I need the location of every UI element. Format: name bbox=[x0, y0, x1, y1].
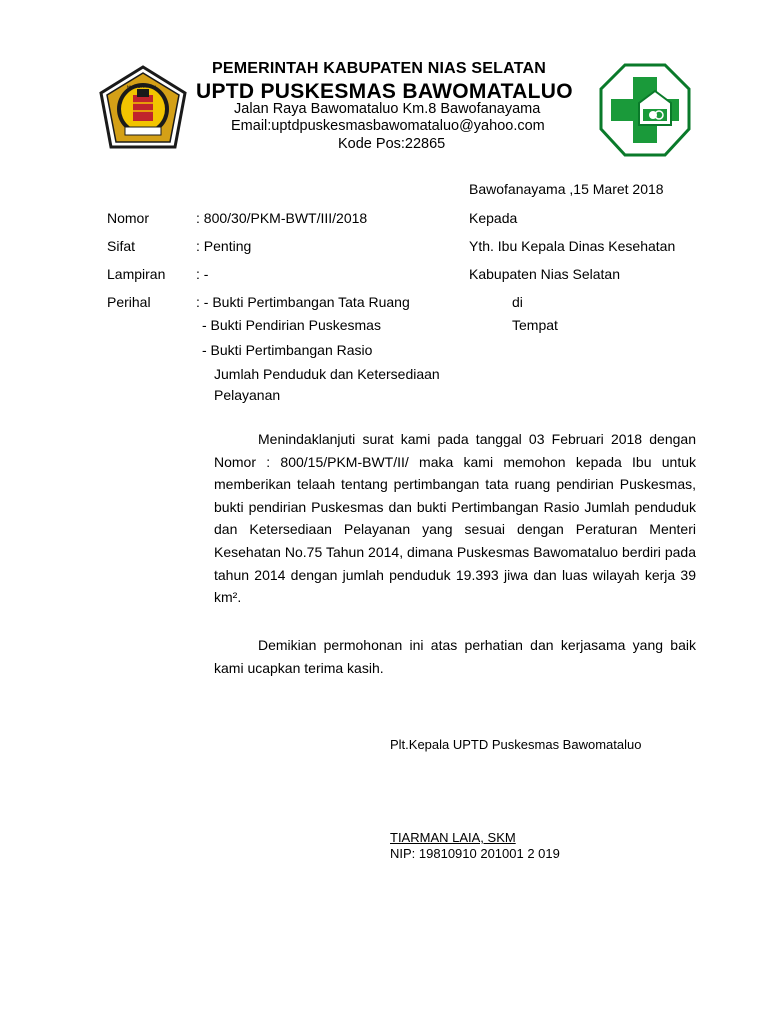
regency-seal-logo bbox=[97, 65, 189, 157]
lampiran-label: Lampiran bbox=[107, 266, 166, 282]
perihal-label: Perihal bbox=[107, 294, 151, 310]
sifat-value: : Penting bbox=[196, 238, 252, 254]
body-paragraph-1: Menindaklanjuti surat kami pada tanggal 03 Februari 2018 dengan Nomor : 800/15/PKM-BWT/II/ maka kami memohon kepada Ibu untuk memberikan telaah tentang pertimbangan tata ruang pendirian Puskesmas, bukti pendirian Puskesmas dan bukti Pertimbangan Rasio Jumlah penduduk dan Ketersediaan Pelayanan yang sesuai dengan Peraturan Menteri Kesehatan No.75 Tahun 2014, dimana Puskesmas Bawomataluo berdiri pada tahun 2014 dengan jumlah penduduk 19.393 jiwa dan luas wilayah kerja 39 km². bbox=[214, 431, 696, 606]
perihal-line: Pelayanan bbox=[214, 387, 281, 403]
recipient-kepada: Kepada bbox=[469, 210, 518, 226]
recipient-to: Yth. Ibu Kepala Dinas Kesehatan bbox=[469, 238, 676, 254]
regency-seal-icon bbox=[97, 65, 189, 157]
recipient-place: Tempat bbox=[512, 317, 558, 333]
seal-caption: NIAS SELATAN bbox=[127, 84, 156, 89]
signatory-name: TIARMAN LAIA, SKM bbox=[390, 830, 516, 845]
recipient-di: di bbox=[512, 294, 523, 310]
perihal-line: - Bukti Pertimbangan Rasio bbox=[202, 342, 373, 358]
nomor-label: Nomor bbox=[107, 210, 150, 226]
institution-name: UPTD PUSKESMAS BAWOMATALUO bbox=[196, 80, 573, 103]
email-line: Email:uptdpuskesmasbawomataluo@yahoo.com bbox=[231, 118, 545, 134]
signatory-nip: NIP: 19810910 201001 2 019 bbox=[390, 846, 560, 861]
body-paragraph-2: Demikian permohonan ini atas perhatian dan kerjasama yang baik kami ucapkan terima kasih. bbox=[214, 637, 696, 676]
puskesmas-cross-icon bbox=[599, 63, 691, 157]
recipient-region: Kabupaten Nias Selatan bbox=[469, 266, 620, 282]
government-name: PEMERINTAH KABUPATEN NIAS SELATAN bbox=[212, 60, 547, 77]
address-line: Jalan Raya Bawomataluo Km.8 Bawofanayama bbox=[234, 101, 541, 117]
postal-code: Kode Pos:22865 bbox=[338, 136, 446, 152]
nomor-value: : 800/30/PKM-BWT/III/2018 bbox=[196, 210, 368, 226]
perihal-line: - Bukti Pendirian Puskesmas bbox=[202, 317, 381, 333]
puskesmas-logo bbox=[599, 63, 691, 157]
perihal-line: : - Bukti Pertimbangan Tata Ruang bbox=[196, 294, 410, 310]
date-line: Bawofanayama ,15 Maret 2018 bbox=[469, 181, 664, 197]
lampiran-value: : - bbox=[196, 266, 209, 282]
perihal-line: Jumlah Penduduk dan Ketersediaan bbox=[214, 366, 440, 382]
sifat-label: Sifat bbox=[107, 238, 136, 254]
signature-title: Plt.Kepala UPTD Puskesmas Bawomataluo bbox=[390, 737, 642, 752]
